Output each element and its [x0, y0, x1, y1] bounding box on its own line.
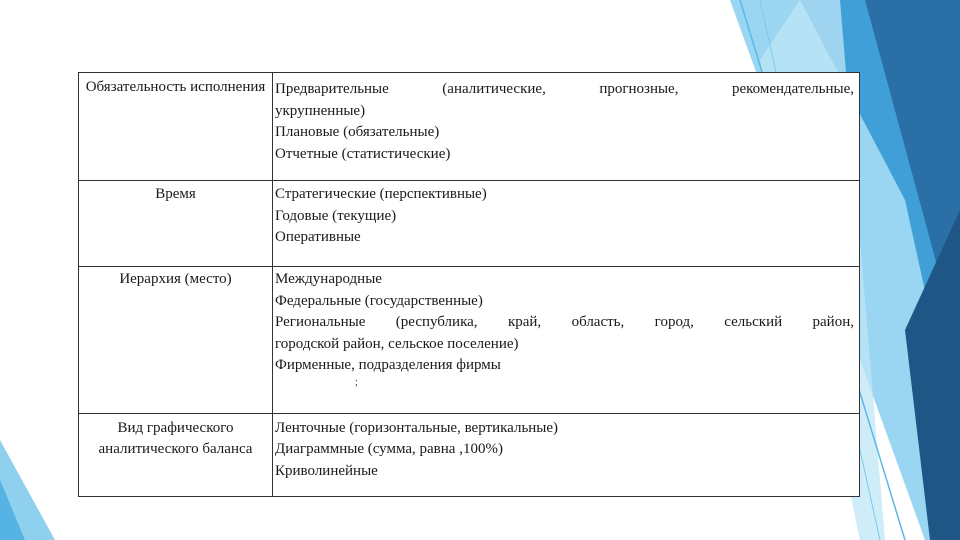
table-row [79, 73, 860, 181]
type-line: Федеральные (государственные) [275, 292, 483, 309]
criterion-label-line: аналитического баланса [98, 441, 253, 458]
type-line: городской район, сельское поселение) [275, 335, 519, 352]
types-cell [273, 413, 860, 496]
type-line: Криволинейные [275, 462, 378, 479]
criterion-label: Обязательность исполнения [85, 79, 266, 95]
type-line: Ленточные (горизонтальные, вертикальные) [275, 419, 559, 436]
table-row [79, 413, 860, 496]
type-line: Фирменные, подразделения фирмы [275, 357, 501, 374]
criterion-label: Иерархия (место) [119, 271, 232, 288]
table-row [79, 267, 860, 413]
type-line: Отчетные (статистические) [275, 145, 451, 162]
type-line: Диаграммные (сумма, равна ,100%) [275, 441, 503, 458]
type-line: Региональные (республика, край, область, город, сельский район, [275, 314, 854, 331]
type-line: Годовые (текущие) [275, 207, 397, 224]
type-line: укрупненные) [275, 102, 366, 119]
criterion-cell [79, 413, 273, 496]
criterion-cell [79, 181, 273, 267]
classification-table [78, 72, 860, 497]
stray-mark: ; [355, 376, 358, 388]
types-cell [273, 73, 860, 181]
type-line: Плановые (обязательные) [275, 124, 440, 140]
types-cell [273, 181, 860, 267]
type-line: Стратегические (перспективные) [275, 186, 487, 203]
criterion-label: Время [155, 186, 196, 203]
criterion-cell [79, 267, 273, 413]
type-line: Оперативные [275, 229, 361, 246]
criterion-cell [79, 73, 273, 181]
table-row [79, 181, 860, 267]
types-cell [273, 267, 860, 413]
type-line: Предварительные (аналитические, прогнозные, рекомендательные, [275, 81, 854, 97]
criterion-label-line: Вид графического [117, 419, 234, 436]
type-line: Международные [275, 271, 382, 288]
